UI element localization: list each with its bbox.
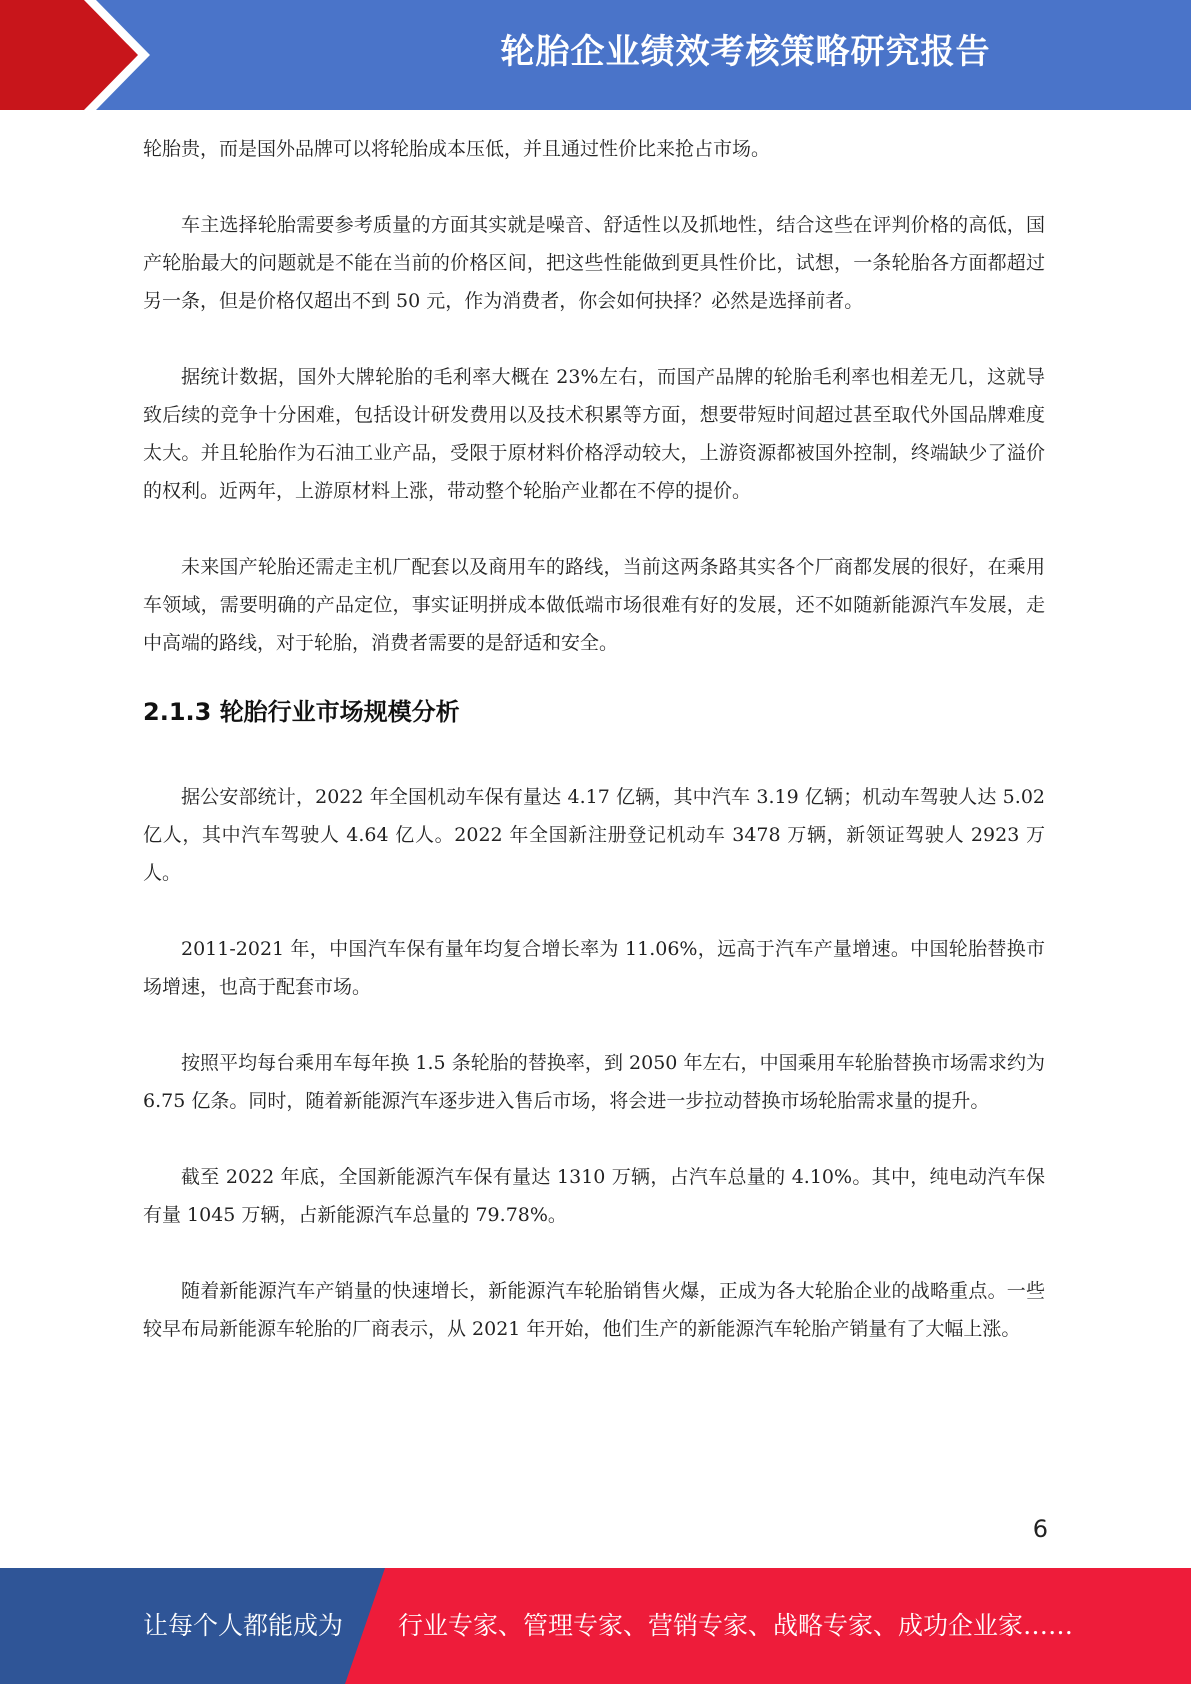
paragraph-continued: 轮胎贵，而是国外品牌可以将轮胎成本压低，并且通过性价比来抢占市场。 <box>143 138 771 160</box>
report-title: 轮胎企业绩效考核策略研究报告 <box>500 32 991 72</box>
page-footer <box>0 1568 1191 1684</box>
paragraph-replacement-demand: 按照平均每台乘用车每年换 1.5 条轮胎的替换率，到 2050 年左右，中国乘用车轮胎替换市场需求约为 6.75 亿条。同时，随着新能源汽车逐步进入售后市场，将会进一步拉动替换市场轮胎需求量的提升。 <box>143 1052 1045 1112</box>
page-number: 6 <box>1032 1515 1048 1543</box>
page-header <box>0 0 1191 110</box>
footer-slogan-lead: 让每个人都能成为 <box>143 1611 344 1640</box>
paragraph-growth-rate: 2011-2021 年，中国汽车保有量年均复合增长率为 11.06%，远高于汽车产量增速。中国轮胎替换市场增速，也高于配套市场。 <box>143 938 1045 998</box>
paragraph-gross-margin: 据统计数据，国外大牌轮胎的毛利率大概在 23%左右，而国产品牌的轮胎毛利率也相差无几，这就导致后续的竞争十分困难，包括设计研发费用以及技术积累等方面，想要带短时间超过甚至取代外国品牌难度太大。并且轮胎作为石油工业产品，受限于原材料价格浮动较大，上游资源都被国外控制，终端缺少了溢价的权利。近两年，上游原材料上涨，带动整个轮胎产业都在不停的提价。 <box>143 366 1045 502</box>
footer-slogan-roles: 行业专家、管理专家、营销专家、战略专家、成功企业家…… <box>398 1611 1074 1640</box>
paragraph-nev-tire-sales: 随着新能源汽车产销量的快速增长，新能源汽车轮胎销售火爆，正成为各大轮胎企业的战略重点。一些较早布局新能源车轮胎的厂商表示，从 2021 年开始，他们生产的新能源汽车轮胎产销量有了大幅上涨。 <box>143 1280 1045 1340</box>
page-body <box>143 130 1045 1348</box>
paragraph-future-route: 未来国产轮胎还需走主机厂配套以及商用车的路线，当前这两条路其实各个厂商都发展的很好，在乘用车领域，需要明确的产品定位，事实证明拼成本做低端市场很难有好的发展，还不如随新能源汽车发展，走中高端的路线，对于轮胎，消费者需要的是舒适和安全。 <box>143 556 1045 654</box>
section-heading: 2.1.3 轮胎行业市场规模分析 <box>143 698 460 726</box>
paragraph-vehicle-stats: 据公安部统计，2022 年全国机动车保有量达 4.17 亿辆，其中汽车 3.19 亿辆；机动车驾驶人达 5.02 亿人，其中汽车驾驶人 4.64 亿人。2022 年全国新注册登记机动车 3478 万辆，新领证驾驶人 2923 万人。 <box>143 786 1045 884</box>
paragraph-nev-ownership: 截至 2022 年底，全国新能源汽车保有量达 1310 万辆，占汽车总量的 4.10%。其中，纯电动汽车保有量 1045 万辆，占新能源汽车总量的 79.78%。 <box>143 1166 1045 1226</box>
paragraph-tire-quality: 车主选择轮胎需要参考质量的方面其实就是噪音、舒适性以及抓地性，结合这些在评判价格的高低，国产轮胎最大的问题就是不能在当前的价格区间，把这些性能做到更具性价比，试想，一条轮胎各方面都超过另一条，但是价格仅超出不到 50 元，作为消费者，你会如何抉择？必然是选择前者。 <box>143 214 1045 312</box>
